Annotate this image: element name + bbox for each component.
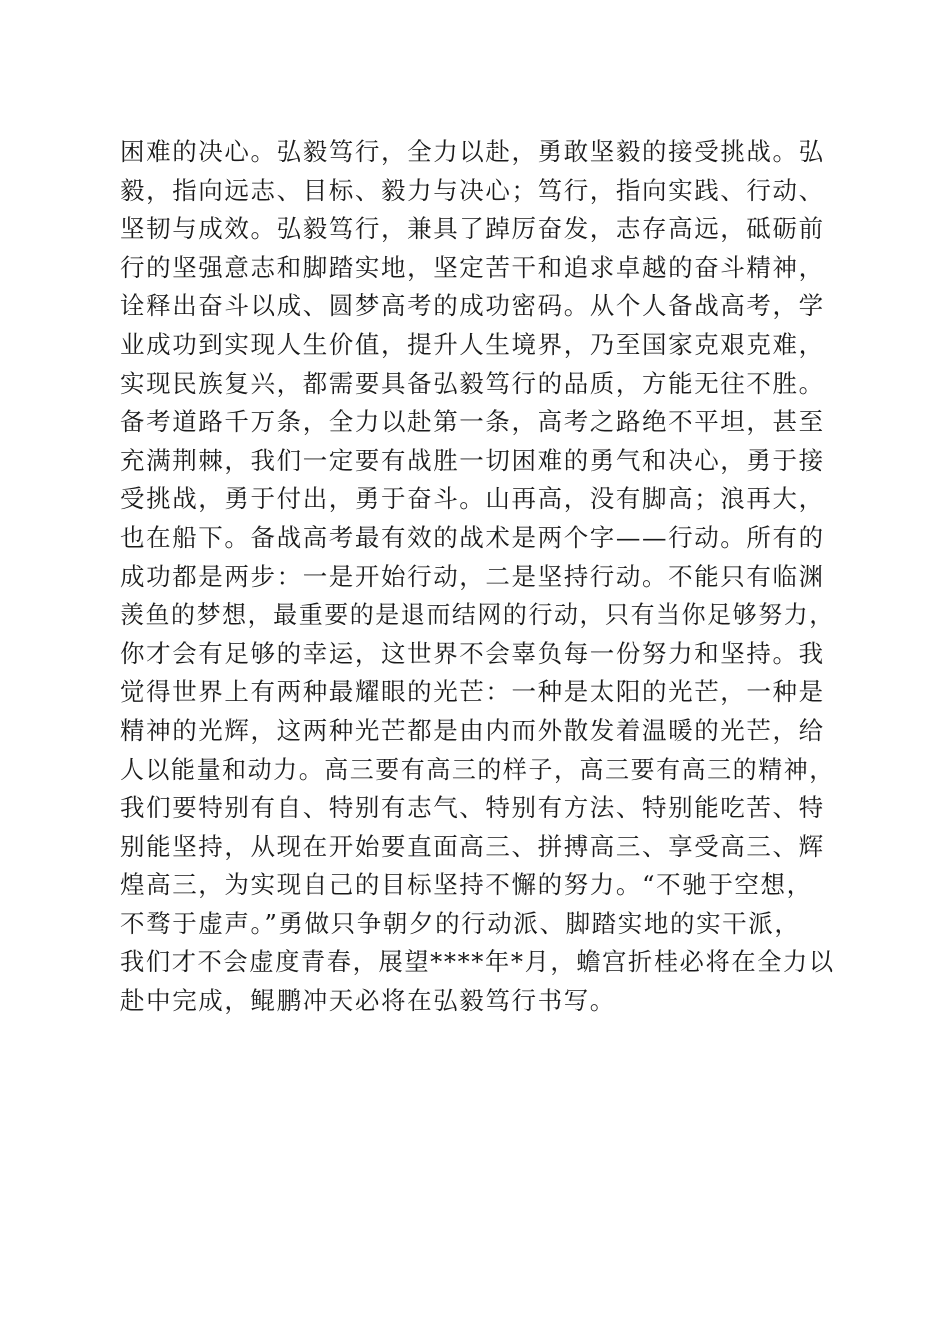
text-line: 不骛于虚声。”勇做只争朝夕的行动派、脚踏实地的实干派，: [120, 908, 801, 938]
text-line: 诠释出奋斗以成、圆梦高考的成功密码。从个人备战高考，学: [120, 291, 825, 321]
text-line: 觉得世界上有两种最耀眼的光芒：一种是太阳的光芒，一种是: [120, 677, 825, 707]
text-line: 人以能量和动力。高三要有高三的样子，高三要有高三的精神，: [120, 754, 835, 784]
text-line: 困难的决心。弘毅笃行，全力以赴，勇敢坚毅的接受挑战。弘: [120, 137, 825, 166]
text-line: 煌高三，为实现自己的目标坚持不懈的努力。“不驰于空想，: [120, 870, 813, 900]
text-line: 羡鱼的梦想，最重要的是退而结网的行动，只有当你足够努力，: [120, 600, 835, 630]
text-line: 行的坚强意志和脚踏实地，坚定苦干和追求卓越的奋斗精神，: [120, 252, 825, 282]
text-line: 充满荆棘，我们一定要有战胜一切困难的勇气和决心，勇于接: [120, 445, 825, 475]
text-line: 实现民族复兴，都需要具备弘毅笃行的品质，方能无往不胜。: [120, 368, 825, 398]
text-line: 我们要特别有自、特别有志气、特别有方法、特别能吃苦、特: [120, 793, 825, 823]
body-paragraph: [120, 133, 835, 1021]
text-line: 备考道路千万条，全力以赴第一条，高考之路绝不平坦，甚至: [120, 407, 825, 437]
text-line: 成功都是两步：一是开始行动，二是坚持行动。不能只有临渊: [120, 561, 825, 591]
text-line: 业成功到实现人生价值，提升人生境界，乃至国家克艰克难，: [120, 329, 825, 359]
text-line: 坚韧与成效。弘毅笃行，兼具了踔厉奋发，志存高远，砥砺前: [120, 214, 825, 244]
text-line: 受挑战，勇于付出，勇于奋斗。山再高，没有脚高；浪再大，: [120, 484, 825, 514]
text-line: 也在船下。备战高考最有效的战术是两个字——行动。所有的: [120, 522, 825, 552]
text-line: 你才会有足够的幸运，这世界不会辜负每一份努力和坚持。我: [120, 638, 825, 668]
text-line: 毅，指向远志、目标、毅力与决心；笃行，指向实践、行动、: [120, 175, 825, 205]
text-line: 别能坚持，从现在开始要直面高三、拼搏高三、享受高三、辉: [120, 831, 825, 861]
text-line: 赴中完成，鲲鹏冲天必将在弘毅笃行书写。: [120, 986, 616, 1016]
text-line: 精神的光辉，这两种光芒都是由内而外散发着温暖的光芒，给: [120, 715, 825, 745]
text-line: 我们才不会虚度青春，展望****年*月，蟾宫折桂必将在全力以: [120, 947, 835, 977]
